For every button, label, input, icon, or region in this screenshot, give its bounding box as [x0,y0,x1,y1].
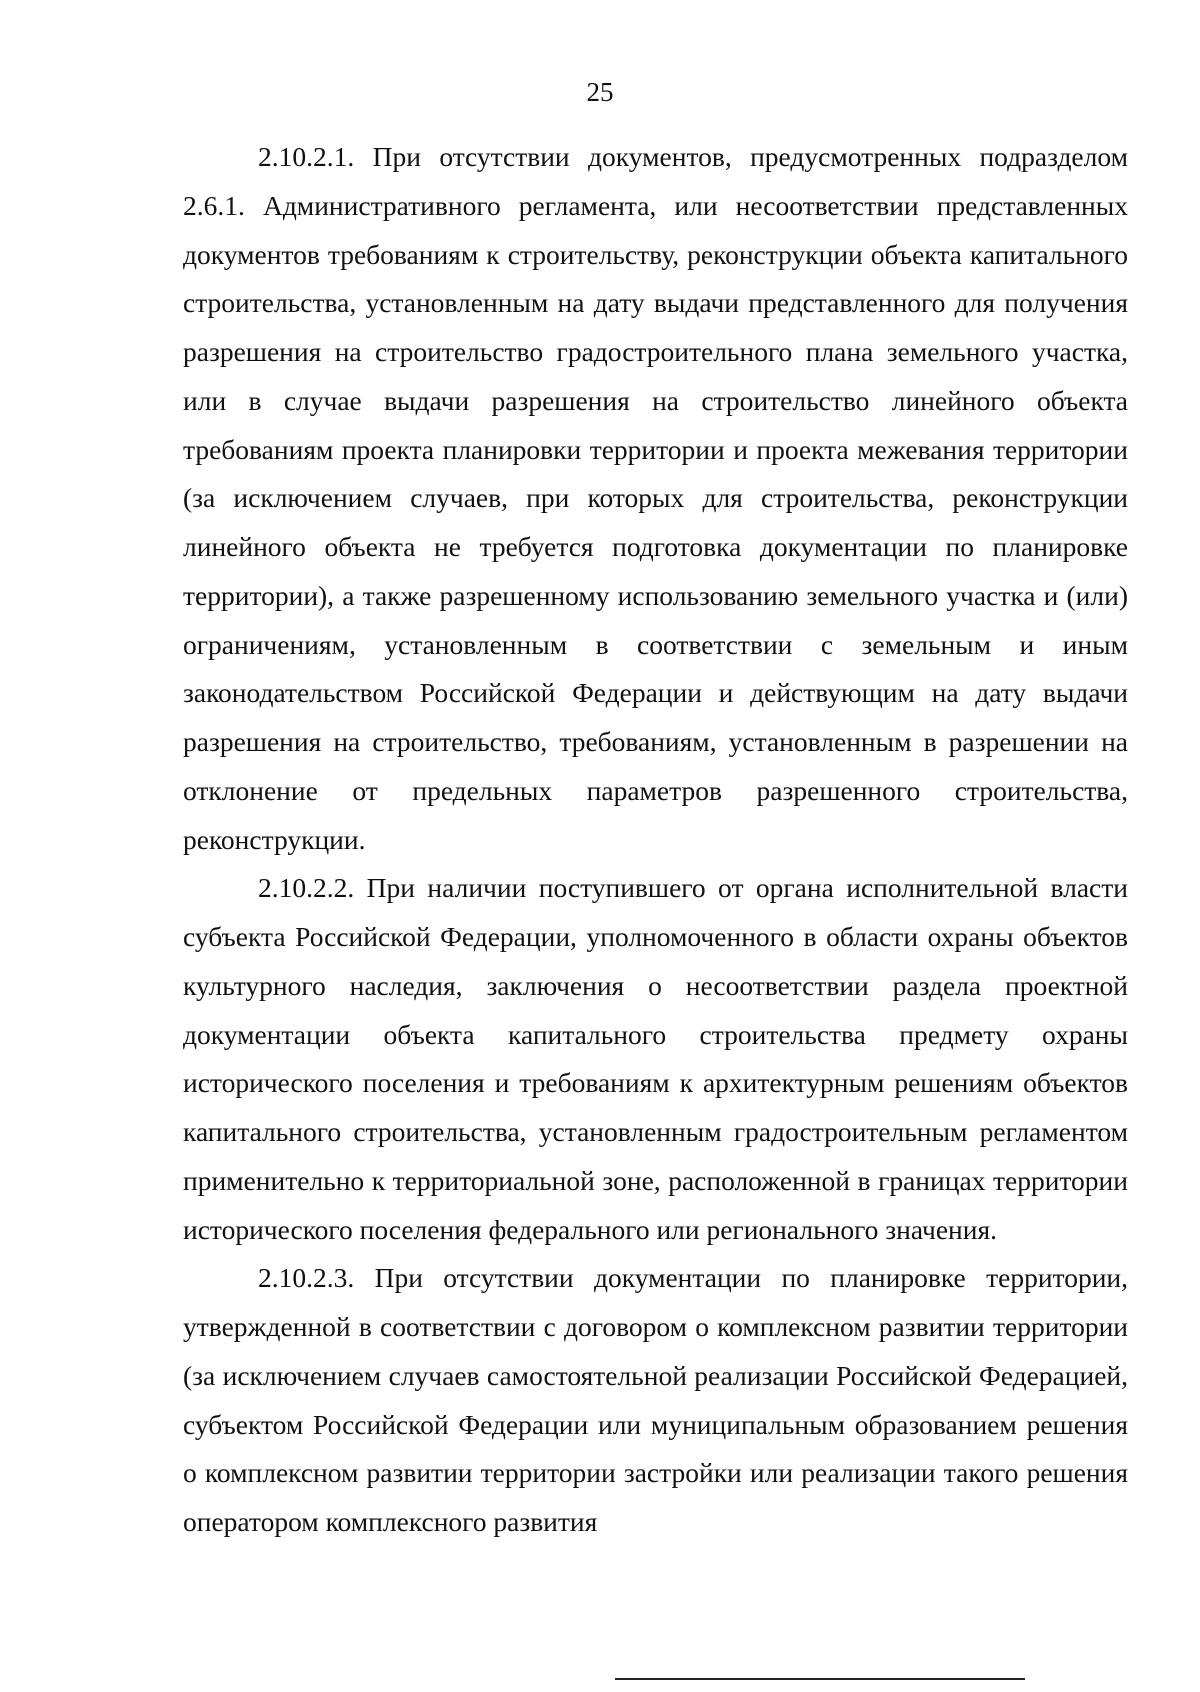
document-body [183,133,1128,1547]
paragraph-2-10-2-1: 2.10.2.1. При отсутствии документов, предусмотренных подразделом 2.6.1. Административного регламента, или несоответствии представленных документов требованиям к строительству, реконструкции объекта капитального строительства, установленным на дату выдачи представленного для получения разрешения на строительство градостроительного плана земельного участка, или в случае выдачи разрешения на строительство линейного объекта требованиям проекта планировки территории и проекта межевания территории (за исключением случаев, при которых для строительства, реконструкции линейного объекта не требуется подготовка документации по планировке территории), а также разрешенному использованию земельного участка и (или) ограничениям, установленным в соответствии с земельным и иным законодательством Российской Федерации и действующим на дату выдачи разрешения на строительство, требованиям, установленным в разрешении на отклонение от предельных параметров разрешенного строительства, реконструкции. [183,141,1128,855]
paragraph-2-10-2-3: 2.10.2.3. При отсутствии документации по планировке территории, утвержденной в соответствии с договором о комплексном развитии территории (за исключением случаев самостоятельной реализации Российской Федерацией, субъектом Российской Федерации или муниципальным образованием решения о комплексном развитии территории застройки или реализации такого решения оператором комплексного развития [183,1262,1128,1537]
paragraph-2-10-2-2: 2.10.2.2. При наличии поступившего от органа исполнительной власти субъекта Российской Федерации, уполномоченного в области охраны объектов культурного наследия, заключения о несоответствии раздела проектной документации объекта капитального строительства предмету охраны исторического поселения и требованиям к архитектурным решениям объектов капитального строительства, установленным градостроительным регламентом применительно к территориальной зоне, расположенной в границах территории исторического поселения федерального или регионального значения. [183,872,1128,1245]
page-number: 25 [586,77,614,107]
footnote-separator-line [615,1678,1025,1680]
